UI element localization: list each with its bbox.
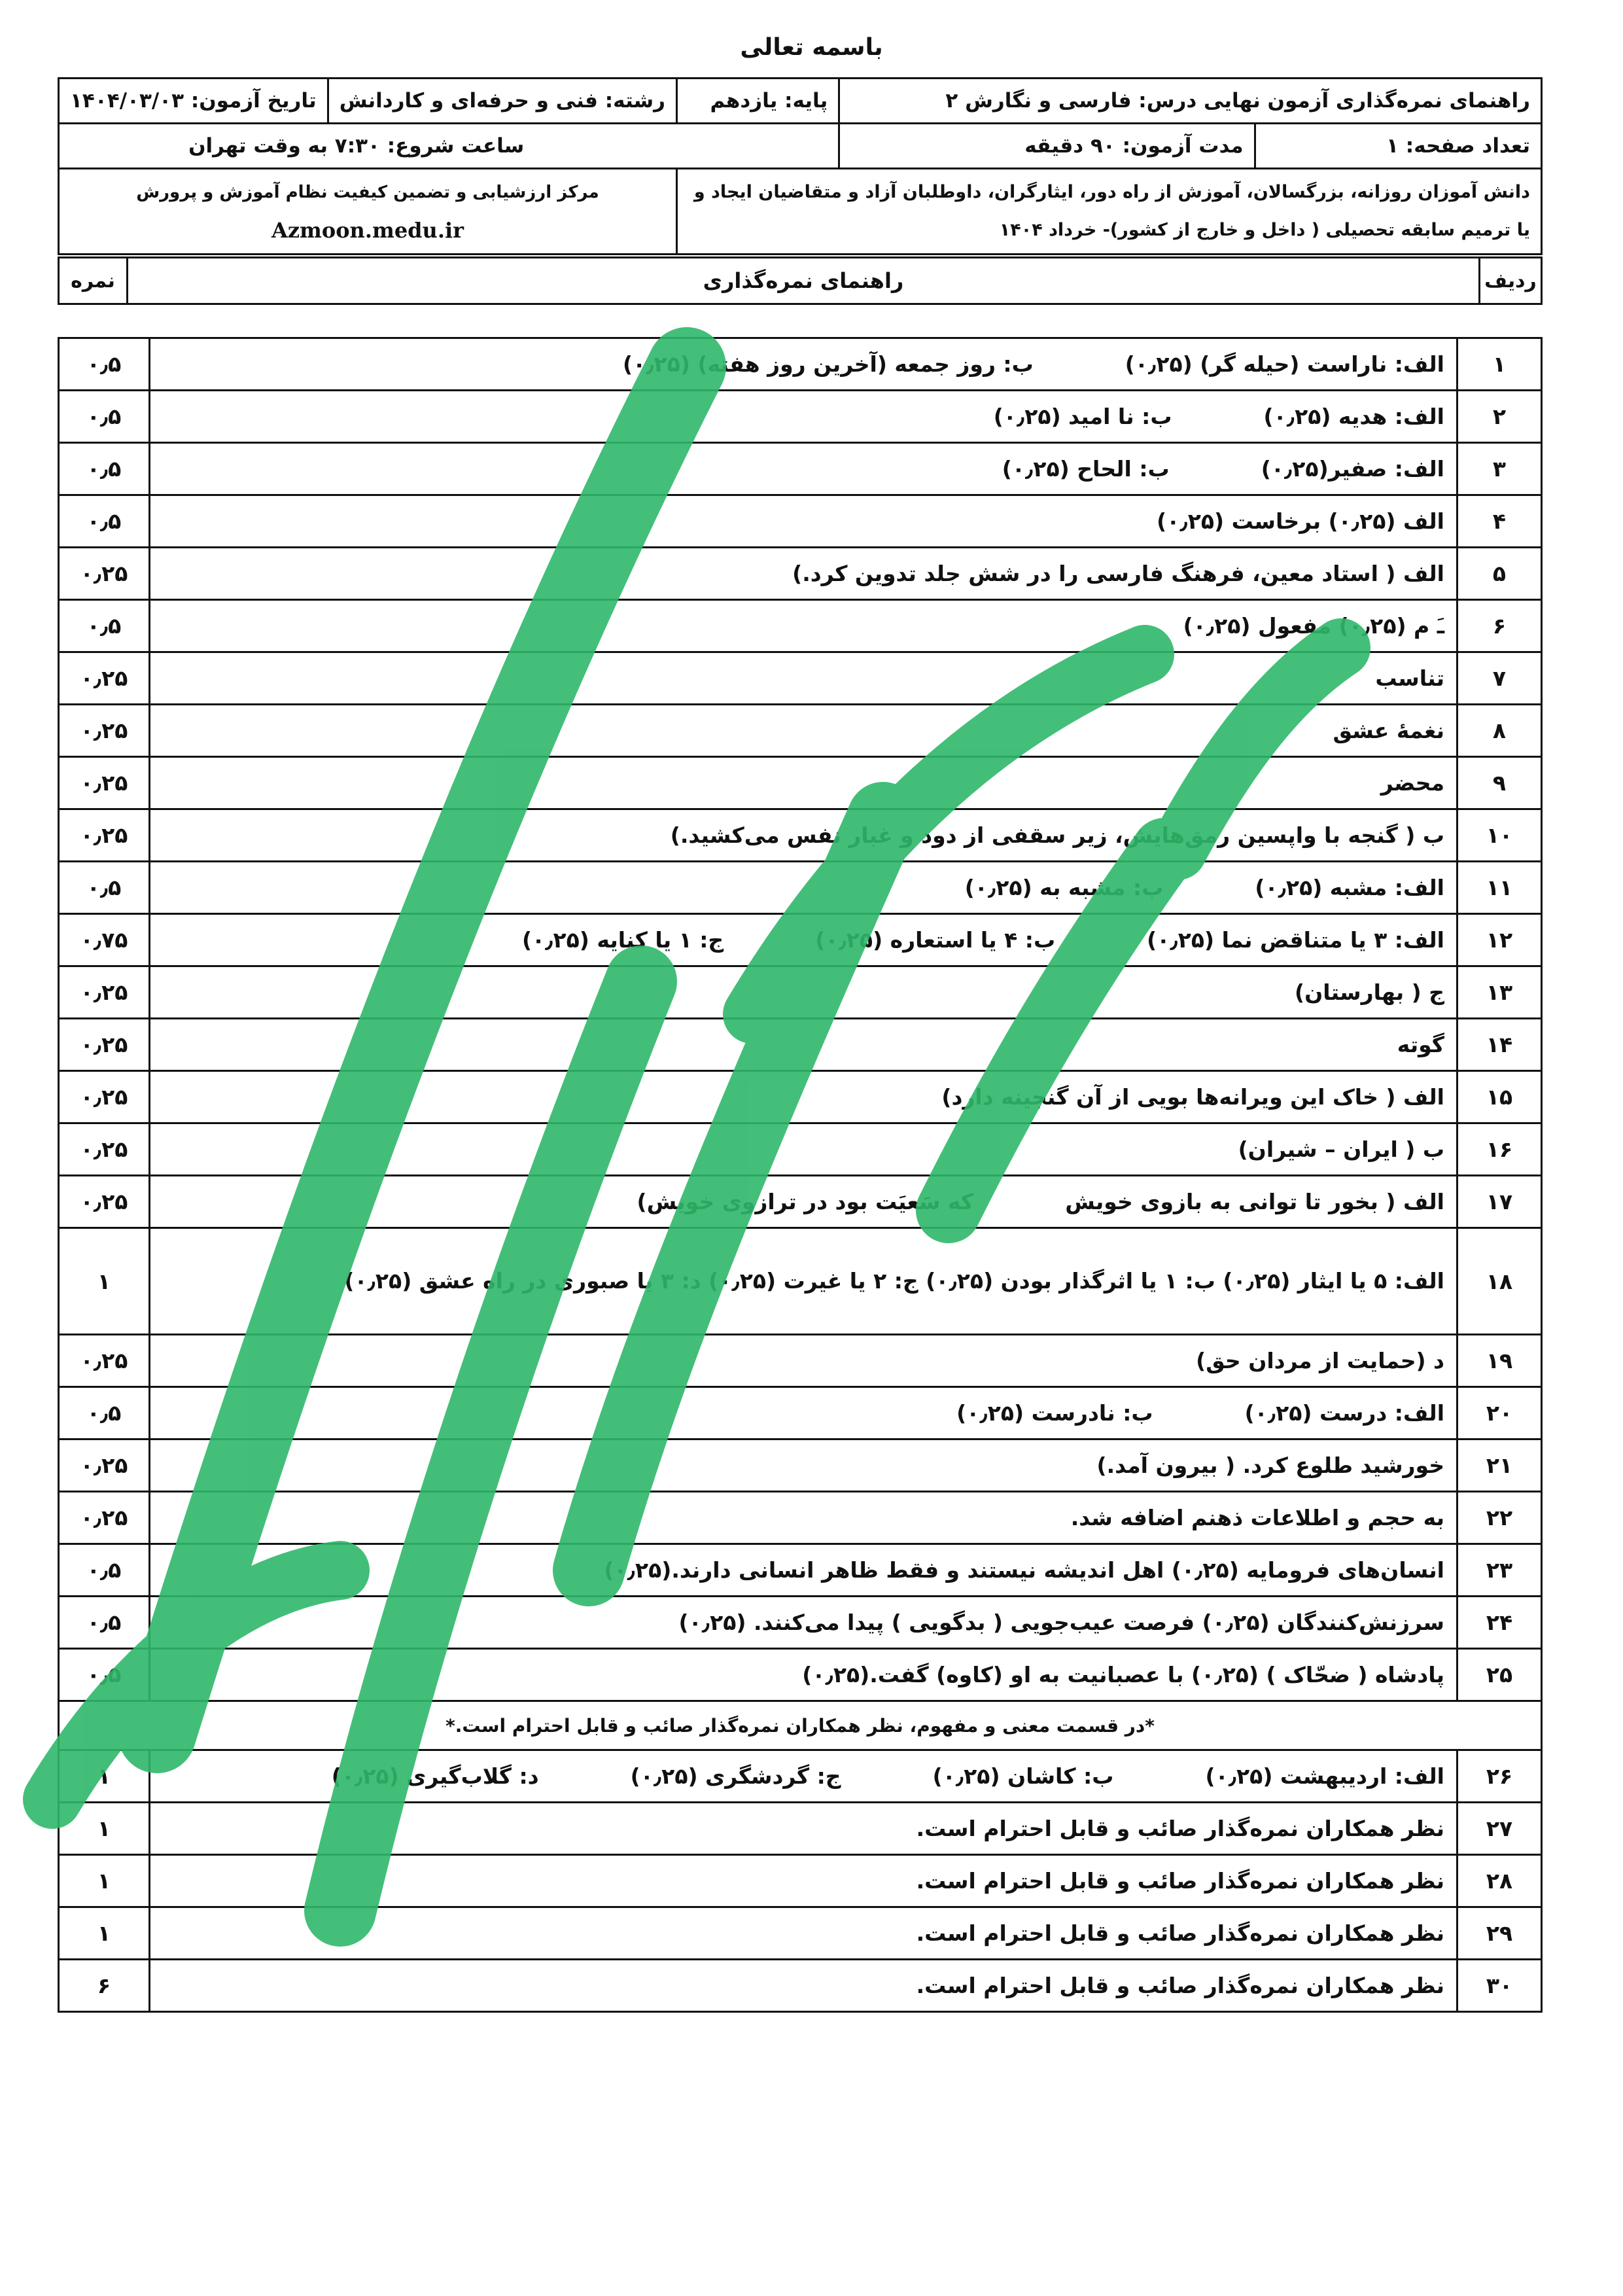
row-number: ۱۹ xyxy=(1457,1335,1542,1387)
answer-cell xyxy=(150,1907,1457,1960)
row-number: ۹ xyxy=(1457,757,1542,809)
table-row xyxy=(59,1019,1542,1071)
row-number: ۳ xyxy=(1457,443,1542,495)
page-count: تعداد صفحه: ۱ xyxy=(1255,124,1541,169)
answer-part: نغمهٔ عشق xyxy=(1333,718,1444,743)
row-number: ۱۲ xyxy=(1457,914,1542,966)
answer-part: ج ( بهارستان) xyxy=(1295,980,1444,1005)
answer-part: ب: الحاح (۰٫۲۵) xyxy=(1002,456,1170,482)
answer-part: الف: هدیه (۰٫۲۵) xyxy=(1263,404,1444,429)
answer-part: الف: ناراست (حیله گر) (۰٫۲۵) xyxy=(1125,351,1444,377)
answer-cell xyxy=(150,652,1457,705)
table-row xyxy=(59,1176,1542,1228)
answer-part: الف: درست (۰٫۲۵) xyxy=(1244,1400,1444,1426)
score-cell: ۰٫۵ xyxy=(59,391,150,443)
table-row xyxy=(59,443,1542,495)
score-cell: ۰٫۵ xyxy=(59,1544,150,1597)
answer-cell xyxy=(150,914,1457,966)
row-number: ۱۷ xyxy=(1457,1176,1542,1228)
answer-cell xyxy=(150,1387,1457,1439)
score-cell: ۰٫۷۵ xyxy=(59,914,150,966)
table-row xyxy=(59,1597,1542,1649)
answer-part: ب: کاشان (۰٫۲۵) xyxy=(932,1763,1114,1789)
score-cell: ۰٫۵ xyxy=(59,1597,150,1649)
row-number: ۴ xyxy=(1457,495,1542,548)
answer-part: که سَعیَت بود در ترازوی خویش) xyxy=(637,1189,974,1214)
answer-cell xyxy=(150,600,1457,652)
score-cell: ۱ xyxy=(59,1228,150,1335)
table-row xyxy=(59,1855,1542,1907)
answer-cell xyxy=(150,548,1457,600)
exam-header-table xyxy=(58,77,1543,255)
table-row xyxy=(59,1803,1542,1855)
row-number: ۲۱ xyxy=(1457,1439,1542,1492)
answer-part: نظر همکاران نمره‌گذار صائب و قابل احترام است. xyxy=(916,1816,1444,1841)
note-text: *در قسمت معنی و مفهوم، نظر همکاران نمره‌گذار صائب و قابل احترام است.* xyxy=(59,1701,1542,1750)
score-cell: ۰٫۵ xyxy=(59,495,150,548)
table-row xyxy=(59,862,1542,914)
answer-part: ب: روز جمعه (آخرین روز هفته) (۰٫۲۵) xyxy=(623,351,1034,377)
score-cell: ۰٫۵ xyxy=(59,338,150,391)
answer-cell xyxy=(150,338,1457,391)
answer-cell xyxy=(150,757,1457,809)
answer-cell xyxy=(150,1071,1457,1123)
org-name: مرکز ارزشیابی و تضمین کیفیت نظام آموزش و پرورش xyxy=(136,183,599,202)
answer-cell xyxy=(150,966,1457,1019)
note-row xyxy=(59,1701,1542,1750)
org-info xyxy=(59,169,677,255)
answer-part: ج: ۱ یا کنایه (۰٫۲۵) xyxy=(521,927,724,953)
table-row xyxy=(59,705,1542,757)
answer-part: پادشاه ( ضحّاک ) (۰٫۲۵) با عصبانیت به او (کاوه) گفت.(۰٫۲۵) xyxy=(802,1662,1444,1687)
row-number: ۸ xyxy=(1457,705,1542,757)
row-number: ۵ xyxy=(1457,548,1542,600)
score-cell: ۰٫۲۵ xyxy=(59,1176,150,1228)
score-cell: ۱ xyxy=(59,1803,150,1855)
answer-part: گوته xyxy=(1397,1032,1444,1057)
answer-part: ب: ۴ یا استعاره (۰٫۲۵) xyxy=(815,927,1056,953)
score-cell: ۰٫۲۵ xyxy=(59,1123,150,1176)
answer-cell xyxy=(150,705,1457,757)
grade: پایه: یازدهم xyxy=(676,79,839,124)
exam-date: تاریخ آزمون: ۱۴۰۴/۰۳/۰۳ xyxy=(59,79,328,124)
answer-part: ب: مشبه به (۰٫۲۵) xyxy=(964,875,1164,900)
table-row xyxy=(59,1649,1542,1701)
answer-cell xyxy=(150,1597,1457,1649)
answer-part: ج: گردشگری (۰٫۲۵) xyxy=(630,1763,841,1789)
row-number: ۳۰ xyxy=(1457,1960,1542,2012)
score-cell: ۰٫۵ xyxy=(59,600,150,652)
answer-cell xyxy=(150,809,1457,862)
answer-part: نظر همکاران نمره‌گذار صائب و قابل احترام است. xyxy=(916,1920,1444,1946)
answer-cell xyxy=(150,1855,1457,1907)
page-title: باسمه تعالی xyxy=(740,34,883,61)
answer-part: سرزنش‌کنندگان (۰٫۲۵) فرصت عیب‌جویی ( بدگویی ) پیدا می‌کنند. (۰٫۲۵) xyxy=(678,1610,1444,1635)
score-cell: ۰٫۲۵ xyxy=(59,966,150,1019)
score-cell: ۱ xyxy=(59,1855,150,1907)
score-cell: ۰٫۵ xyxy=(59,1387,150,1439)
start-time: ساعت شروع: ۷:۳۰ به وقت تهران xyxy=(59,124,839,169)
answer-cell xyxy=(150,1019,1457,1071)
table-row xyxy=(59,652,1542,705)
score-cell: ۰٫۲۵ xyxy=(59,705,150,757)
score-cell: ۱ xyxy=(59,1907,150,1960)
row-number: ۲۰ xyxy=(1457,1387,1542,1439)
answer-part: د (حمایت از مردان حق) xyxy=(1196,1348,1444,1373)
score-cell: ۰٫۵ xyxy=(59,443,150,495)
answers-table xyxy=(58,337,1543,2013)
table-row xyxy=(59,1335,1542,1387)
table-row xyxy=(59,914,1542,966)
answer-part: د: گلاب‌گیری (۰٫۲۵) xyxy=(331,1763,539,1789)
col-score: نمره xyxy=(59,258,128,304)
answer-part: ـَ م (۰٫۲۵) مفعول (۰٫۲۵) xyxy=(1183,613,1444,639)
answer-cell xyxy=(150,1803,1457,1855)
answer-part: ب: ۱ یا اثرگذار بودن (۰٫۲۵) xyxy=(926,1268,1215,1294)
row-number: ۲۷ xyxy=(1457,1803,1542,1855)
answer-part: تناسب xyxy=(1375,665,1444,691)
answer-cell xyxy=(150,443,1457,495)
table-row xyxy=(59,757,1542,809)
table-row xyxy=(59,338,1542,391)
answer-part: به حجم و اطلاعات ذهنم اضافه شد. xyxy=(1070,1505,1444,1530)
answer-part: ب ( گنجه با واپسین رمق‌هایش، زیر سقفی از دود و غبار نفس می‌کشید.) xyxy=(670,822,1444,848)
answer-part: انسان‌های فرومایه (۰٫۲۵) اهل اندیشه نیستند و فقط ظاهر انسانی دارند.(۰٫۲۵) xyxy=(604,1557,1444,1583)
row-number: ۶ xyxy=(1457,600,1542,652)
score-cell: ۰٫۵ xyxy=(59,1649,150,1701)
row-number: ۲ xyxy=(1457,391,1542,443)
score-cell: ۰٫۵ xyxy=(59,862,150,914)
table-row xyxy=(59,1907,1542,1960)
score-cell: ۰٫۲۵ xyxy=(59,1335,150,1387)
score-cell: ۰٫۲۵ xyxy=(59,757,150,809)
table-row xyxy=(59,1228,1542,1335)
field: رشته: فنی و حرفه‌ای و کاردانش xyxy=(328,79,676,124)
col-guide: راهنمای نمره‌گذاری xyxy=(128,258,1480,304)
answer-part: الف ( استاد معین، فرهنگ فارسی را در شش جلد تدوین کرد.) xyxy=(792,561,1444,586)
answer-part: الف ( خاک این ویرانه‌ها بویی از آن گنجینه دارد) xyxy=(941,1084,1444,1110)
row-number: ۲۲ xyxy=(1457,1492,1542,1544)
table-row xyxy=(59,1492,1542,1544)
answer-part: الف (۰٫۲۵) برخاست (۰٫۲۵) xyxy=(1157,508,1444,534)
score-cell: ۰٫۲۵ xyxy=(59,1439,150,1492)
answer-part: الف: ۳ یا متناقض نما (۰٫۲۵) xyxy=(1147,927,1444,953)
table-row xyxy=(59,1544,1542,1597)
answer-cell xyxy=(150,1228,1457,1335)
table-row xyxy=(59,495,1542,548)
students-info: دانش آموزان روزانه، بزرگسالان، آموزش از راه دور، ایثارگران، داوطلبان آزاد و متقاضیان ایجاد و یا ترمیم سابقه تحصیلی ( داخل و خارج از کشور)- خرداد ۱۴۰۴ xyxy=(676,169,1541,255)
col-row: ردیف xyxy=(1480,258,1542,304)
answer-cell xyxy=(150,1335,1457,1387)
website[interactable]: Azmoon.medu.ir xyxy=(271,218,464,243)
duration: مدت آزمون: ۹۰ دقیقه xyxy=(839,124,1255,169)
row-number: ۱۴ xyxy=(1457,1019,1542,1071)
answer-part: نظر همکاران نمره‌گذار صائب و قابل احترام است. xyxy=(916,1973,1444,1998)
table-row xyxy=(59,1439,1542,1492)
table-row xyxy=(59,600,1542,652)
answer-cell xyxy=(150,1544,1457,1597)
row-number: ۱۰ xyxy=(1457,809,1542,862)
guide-title: راهنمای نمره‌گذاری آزمون نهایی درس: فارسی و نگارش ۲ xyxy=(839,79,1542,124)
answer-part: الف: اردیبهشت (۰٫۲۵) xyxy=(1205,1763,1444,1789)
answer-cell xyxy=(150,391,1457,443)
answer-cell xyxy=(150,1492,1457,1544)
row-number: ۲۶ xyxy=(1457,1750,1542,1803)
answer-part: الف: مشبه (۰٫۲۵) xyxy=(1255,875,1444,900)
row-number: ۱۱ xyxy=(1457,862,1542,914)
answer-part: الف ( بخور تا توانی به بازوی خویش xyxy=(1065,1189,1444,1214)
score-cell: ۰٫۲۵ xyxy=(59,1492,150,1544)
row-number: ۲۸ xyxy=(1457,1855,1542,1907)
answer-part: الف: ۵ یا ایثار (۰٫۲۵) xyxy=(1223,1268,1444,1294)
row-number: ۲۴ xyxy=(1457,1597,1542,1649)
answer-cell xyxy=(150,1649,1457,1701)
answer-cell xyxy=(150,1176,1457,1228)
score-cell: ۰٫۲۵ xyxy=(59,809,150,862)
row-number: ۱۵ xyxy=(1457,1071,1542,1123)
score-cell: ۶ xyxy=(59,1960,150,2012)
row-number: ۷ xyxy=(1457,652,1542,705)
table-row xyxy=(59,1387,1542,1439)
answer-part: ب: نا امید (۰٫۲۵) xyxy=(993,404,1172,429)
score-cell: ۱ xyxy=(59,1750,150,1803)
row-number: ۱۶ xyxy=(1457,1123,1542,1176)
row-number: ۲۹ xyxy=(1457,1907,1542,1960)
table-row xyxy=(59,1123,1542,1176)
answer-cell xyxy=(150,1123,1457,1176)
answer-cell xyxy=(150,1960,1457,2012)
row-number: ۱۳ xyxy=(1457,966,1542,1019)
table-row xyxy=(59,391,1542,443)
answer-part: خورشید طلوع کرد. ( بیرون آمد.) xyxy=(1096,1453,1444,1478)
table-row xyxy=(59,548,1542,600)
answer-part: نظر همکاران نمره‌گذار صائب و قابل احترام است. xyxy=(916,1868,1444,1894)
answer-part: محضر xyxy=(1380,770,1444,796)
score-cell: ۰٫۲۵ xyxy=(59,1019,150,1071)
row-number: ۱ xyxy=(1457,338,1542,391)
score-cell: ۰٫۲۵ xyxy=(59,652,150,705)
answer-part: ج: ۲ یا غیرت (۰٫۲۵) xyxy=(708,1268,918,1294)
answer-part: د: ۳ یا صبوری در راه عشق (۰٫۲۵) xyxy=(344,1268,701,1294)
answer-part: ب: نادرست (۰٫۲۵) xyxy=(956,1400,1153,1426)
table-row xyxy=(59,809,1542,862)
row-number: ۲۵ xyxy=(1457,1649,1542,1701)
table-row xyxy=(59,1960,1542,2012)
answer-part: ب ( ایران – شیران) xyxy=(1238,1137,1444,1162)
column-header xyxy=(58,256,1543,305)
answer-part: الف: صفیر(۰٫۲۵) xyxy=(1261,456,1444,482)
table-row xyxy=(59,966,1542,1019)
answer-cell xyxy=(150,862,1457,914)
answer-cell xyxy=(150,1750,1457,1803)
score-cell: ۰٫۲۵ xyxy=(59,1071,150,1123)
table-row xyxy=(59,1750,1542,1803)
score-cell: ۰٫۲۵ xyxy=(59,548,150,600)
answer-cell xyxy=(150,495,1457,548)
table-row xyxy=(59,1071,1542,1123)
answer-cell xyxy=(150,1439,1457,1492)
row-number: ۲۳ xyxy=(1457,1544,1542,1597)
row-number: ۱۸ xyxy=(1457,1228,1542,1335)
